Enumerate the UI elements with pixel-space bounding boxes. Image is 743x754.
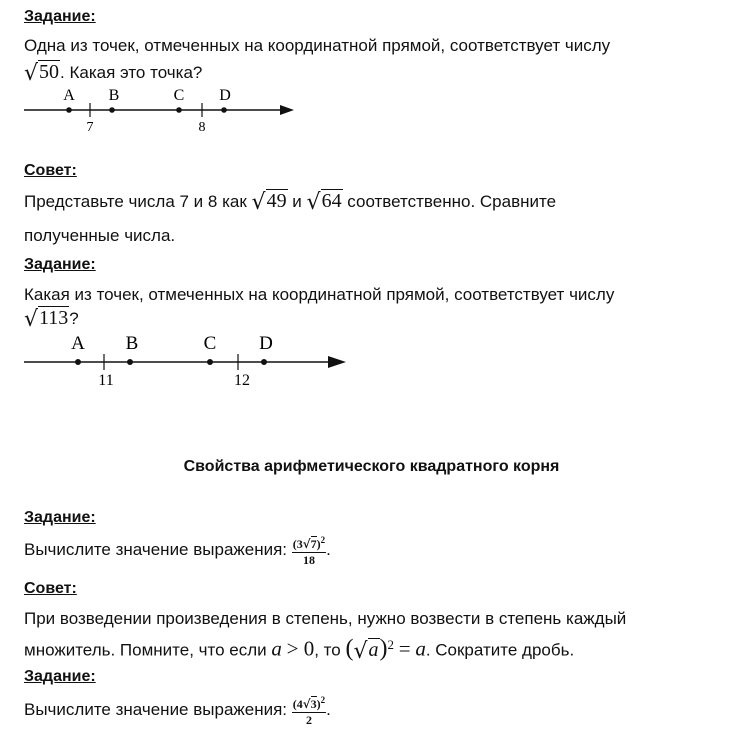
hint1-line1: Представьте числа 7 и 8 как √49 и √64 соответственно. Сравните [24,190,557,215]
sqrt-a: √a [353,638,379,664]
point-c [207,359,213,365]
task1-question-line1: Одна из точек, отмеченных на координатной прямой, соответствует числу [24,36,611,55]
hint1-line2: полученные числа. [24,226,176,245]
label-d: D [219,87,231,104]
task1-question-line2: √50. Какая это точка? [24,61,203,86]
tick-label-11: 11 [98,372,114,389]
label-b: B [108,87,120,104]
label-a: A [71,333,85,354]
label-d: D [259,333,273,354]
label-b: B [125,333,139,354]
point-d [221,107,227,113]
sqrt-50: √50 [24,61,60,86]
task4-header: Задание: [24,668,96,685]
tick-label-7: 7 [86,120,94,135]
point-a [66,107,72,113]
point-b [127,359,133,365]
label-a: A [63,87,75,104]
task2-header: Задание: [24,256,96,273]
sqrt-49: √49 [251,190,287,215]
fraction-4sqrt3-squared-over-2: $\frac{(4√3)^2}{2}$ [292,695,326,728]
sqrt-64: √64 [306,190,342,215]
section-title: Свойства арифметического квадратного корня [183,458,560,475]
axis-arrow [280,105,294,115]
hint3-line1: При возведении произведения в степень, нужно возвести в степень каждый [24,609,627,628]
fraction-3sqrt7-squared-over-18: $\frac{(3√7)^2}{18}$ [292,535,326,568]
tick-label-12: 12 [234,372,250,389]
task2-question-line2: √113? [24,307,79,332]
label-c: C [173,87,185,104]
hint3-line2: множитель. Помните, что если a > 0, то $(√a)^2 = a$. Сократите дробь. [24,629,574,668]
task3-header: Задание: [24,509,96,526]
point-b [109,107,115,113]
task1-header: Задание: [24,8,96,25]
number-line-1 [0,85,320,137]
task3-question: Вычислите значение выражения: $\frac{(3√7)^2}{18}$ . [24,535,331,568]
hint3-header: Совет: [24,580,77,597]
sqrt-113: √113 [24,307,69,332]
point-a [75,359,81,365]
number-line-2 [0,332,370,392]
point-d [261,359,267,365]
task2-question-line1: Какая из точек, отмеченных на координатной прямой, соответствует числу [24,285,615,304]
point-c [176,107,182,113]
task4-question: Вычислите значение выражения: $\frac{(4√3)^2}{2}$ . [24,695,331,728]
axis-arrow [328,356,346,368]
tick-label-8: 8 [198,120,206,135]
hint1-header: Совет: [24,162,77,179]
label-c: C [203,333,217,354]
